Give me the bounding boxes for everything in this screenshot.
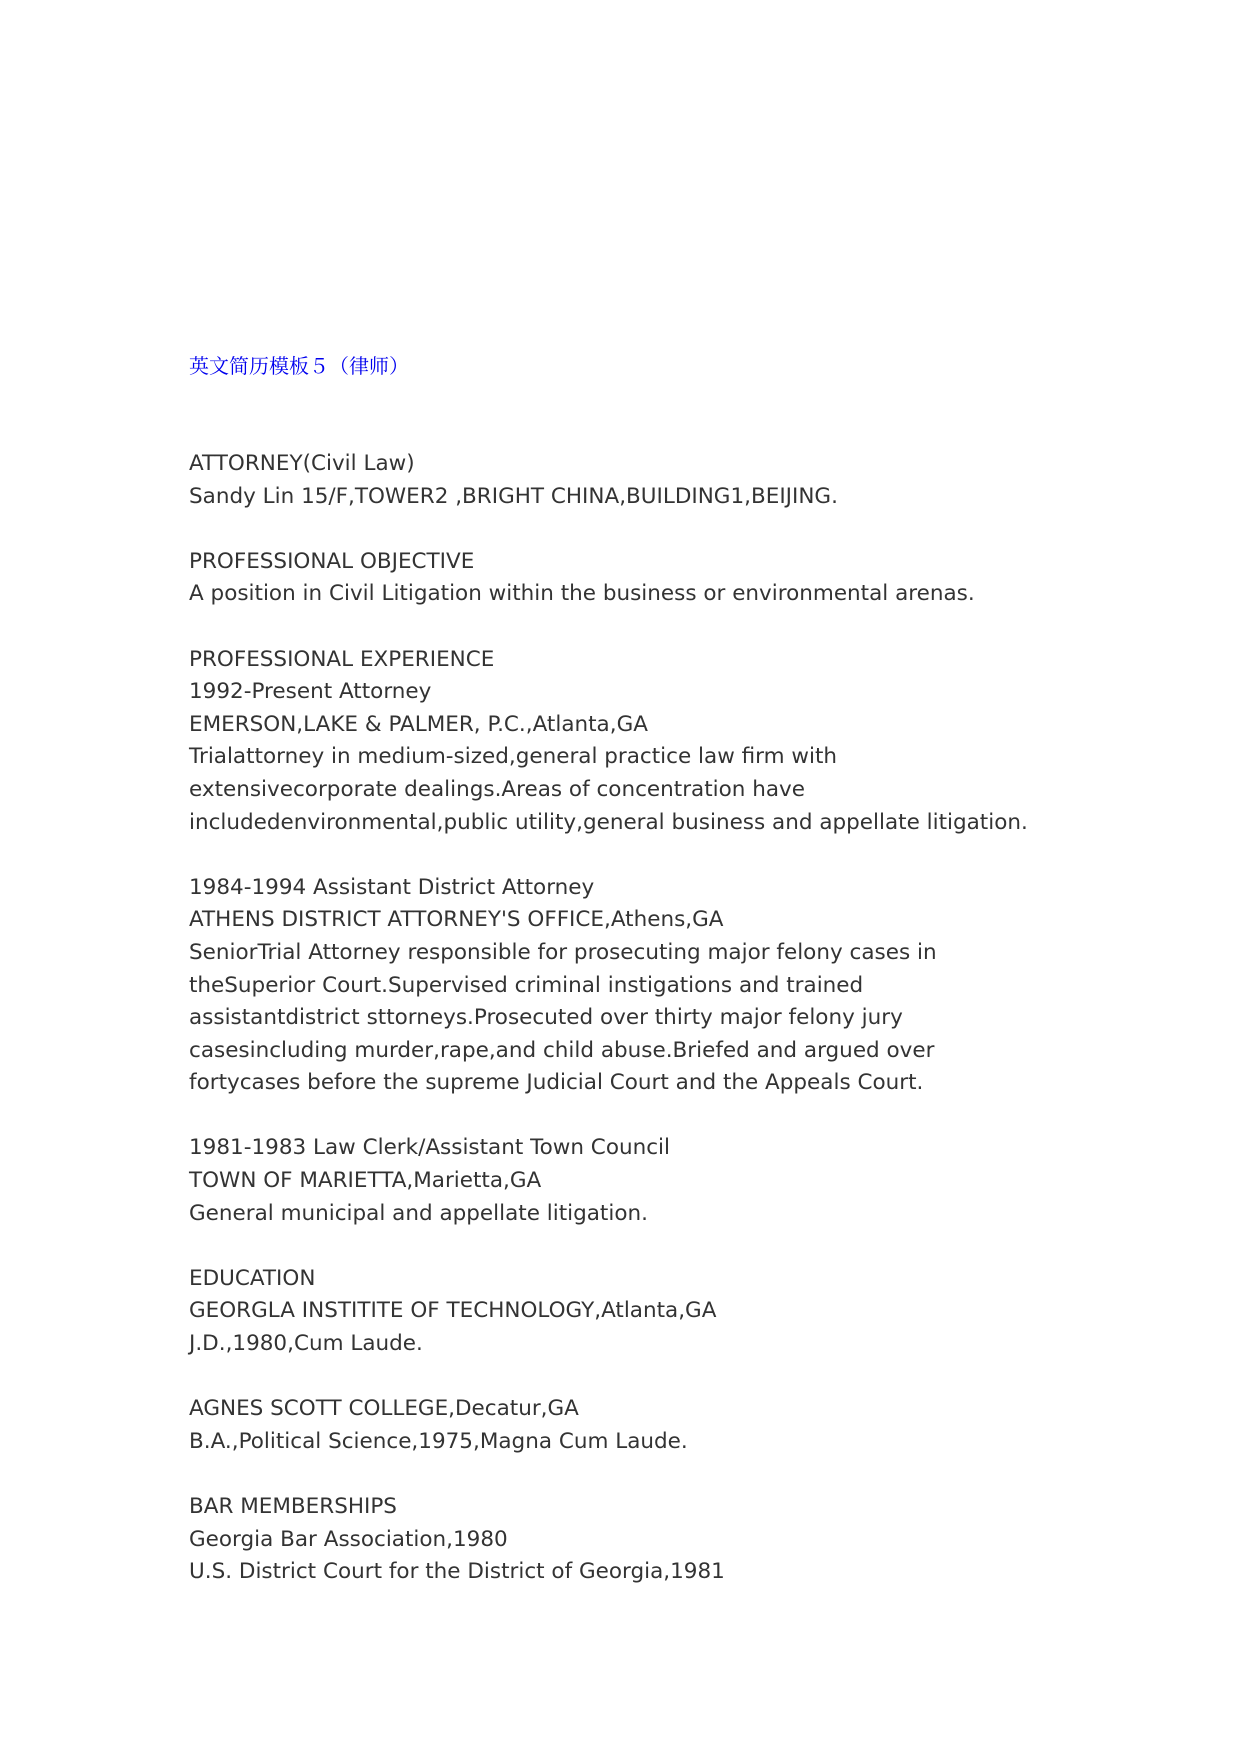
text-line: ATHENS DISTRICT ATTORNEY'S OFFICE,Athens,GA	[189, 907, 724, 933]
text-line: B.A.,Political Science,1975,Magna Cum Laude.	[189, 1428, 688, 1454]
document-title: 英文简历模板５（律师）	[189, 354, 409, 378]
blank-line	[189, 611, 1149, 644]
blank-line	[189, 1230, 1149, 1263]
text-line: casesincluding murder,rape,and child abuse.Briefed and argued over	[189, 1037, 935, 1063]
text-line: assistantdistrict sttorneys.Prosecuted over thirty major felony jury	[189, 1005, 903, 1031]
text-line: J.D.,1980,Cum Laude.	[189, 1331, 423, 1357]
text-line: EDUCATION	[189, 1265, 316, 1291]
blank-line	[189, 1361, 1149, 1394]
blank-line	[189, 839, 1149, 872]
text-line: EMERSON,LAKE & PALMER, P.C.,Atlanta,GA	[189, 711, 648, 737]
resume-body	[189, 448, 1149, 1589]
text-line: BAR MEMBERSHIPS	[189, 1494, 397, 1519]
text-line: extensivecorporate dealings.Areas of concentration have	[189, 776, 805, 802]
text-line: 1981-1983 Law Clerk/Assistant Town Council	[189, 1135, 670, 1161]
text-line: PROFESSIONAL OBJECTIVE	[189, 548, 475, 574]
text-line: theSuperior Court.Supervised criminal instigations and trained	[189, 972, 864, 998]
text-line: SeniorTrial Attorney responsible for prosecuting major felony cases in	[189, 939, 937, 965]
text-line: A position in Civil Litigation within the business or environmental arenas.	[189, 581, 975, 607]
text-line: GEORGLA INSTITITE OF TECHNOLOGY,Atlanta,GA	[189, 1298, 717, 1324]
text-line: ATTORNEY(Civil Law)	[189, 451, 415, 476]
text-line: 1992-Present Attorney	[189, 679, 432, 705]
text-line: General municipal and appellate litigation.	[189, 1200, 648, 1226]
text-line: AGNES SCOTT COLLEGE,Decatur,GA	[189, 1396, 579, 1422]
text-line: Trialattorney in medium-sized,general practice law firm with	[189, 744, 838, 770]
text-line: 1984-1994 Assistant District Attorney	[189, 874, 595, 900]
text-line: includedenvironmental,public utility,general business and appellate litigation.	[189, 809, 1028, 835]
text-line: TOWN OF MARIETTA,Marietta,GA	[189, 1168, 542, 1194]
text-line: fortycases before the supreme Judicial Court and the Appeals Court.	[189, 1070, 924, 1096]
blank-line	[189, 513, 1149, 546]
text-line: Sandy Lin 15/F,TOWER2 ,BRIGHT CHINA,BUILDING1,BEIJING.	[189, 483, 838, 509]
text-line: PROFESSIONAL EXPERIENCE	[189, 646, 495, 672]
text-line: Georgia Bar Association,1980	[189, 1526, 508, 1552]
blank-line	[189, 1100, 1149, 1133]
text-line: U.S. District Court for the District of Georgia,1981	[189, 1559, 725, 1585]
blank-line	[189, 1458, 1149, 1491]
